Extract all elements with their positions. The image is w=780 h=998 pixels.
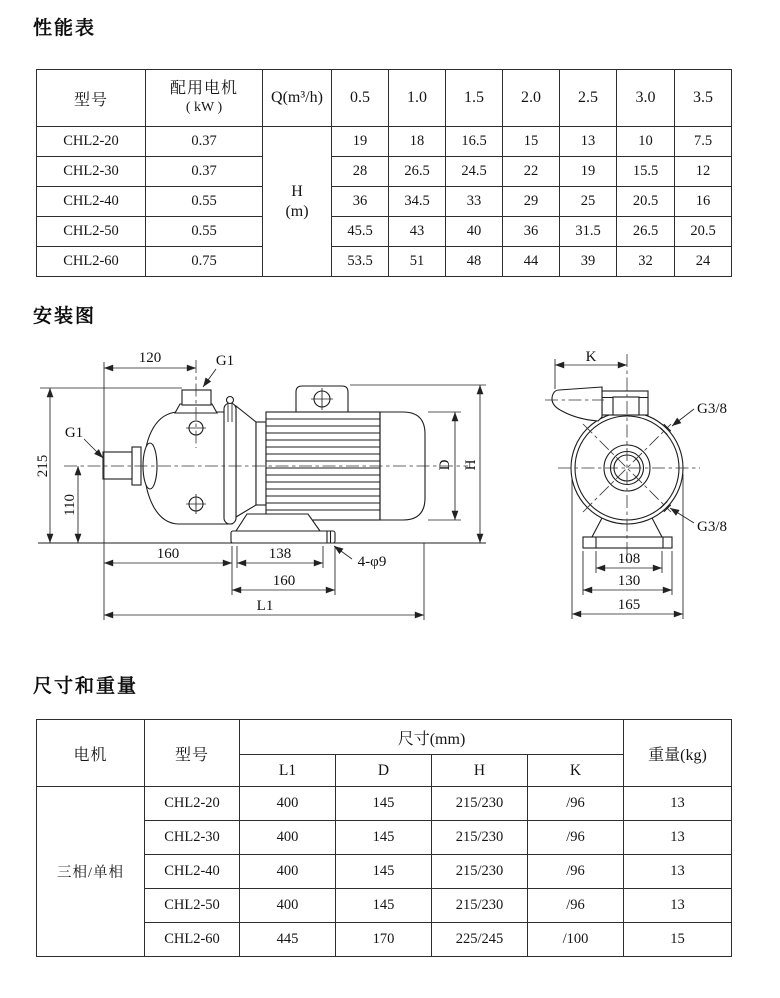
performance-section-title: 性能表 xyxy=(33,18,97,39)
dim-label-110: 110 xyxy=(62,494,78,516)
header-flow: Q(m³/h) xyxy=(263,70,332,127)
header-flow-value: 1.0 xyxy=(389,70,446,127)
value-cell: 53.5 xyxy=(332,247,389,277)
table-row xyxy=(37,247,732,277)
value-cell: 18 xyxy=(389,127,446,157)
plug-label-g38-bottom: G3/8 xyxy=(697,519,727,535)
value-cell: 145 xyxy=(336,821,432,855)
model-cell: CHL2-50 xyxy=(145,889,240,923)
value-cell: 13 xyxy=(624,889,732,923)
value-cell: 16.5 xyxy=(446,127,503,157)
value-cell: 39 xyxy=(560,247,617,277)
header-model: 型号 xyxy=(37,70,146,127)
header-flow-value: 3.5 xyxy=(675,70,732,127)
value-cell: /96 xyxy=(528,821,624,855)
value-cell: 15.5 xyxy=(617,157,675,187)
value-cell: 24.5 xyxy=(446,157,503,187)
value-cell: 40 xyxy=(446,217,503,247)
value-cell: 13 xyxy=(624,787,732,821)
value-cell: 22 xyxy=(503,157,560,187)
header-motor-line2: ( kW ) xyxy=(185,100,223,116)
motor-flange xyxy=(256,422,266,505)
value-cell: /96 xyxy=(528,855,624,889)
value-cell: 10 xyxy=(617,127,675,157)
power-cell: 0.55 xyxy=(146,187,263,217)
value-cell: 400 xyxy=(240,787,336,821)
value-cell: 51 xyxy=(389,247,446,277)
value-cell: 215/230 xyxy=(432,855,528,889)
value-cell: 12 xyxy=(675,157,732,187)
head-symbol: H xyxy=(291,182,303,200)
model-cell: CHL2-60 xyxy=(145,923,240,957)
pump-foot xyxy=(236,514,320,531)
value-cell: 34.5 xyxy=(389,187,446,217)
installation-section-title: 安装图 xyxy=(33,306,97,327)
table-row xyxy=(37,787,732,821)
port-label-g1-left: G1 xyxy=(64,425,84,441)
header-model: 型号 xyxy=(145,720,240,787)
installation-diagram xyxy=(0,340,780,640)
clamp-band xyxy=(224,403,236,524)
leg-left xyxy=(592,518,602,537)
header-d: D xyxy=(336,755,432,787)
base-plate xyxy=(231,531,335,543)
dim-label-h: H xyxy=(463,459,479,471)
header-h: H xyxy=(432,755,528,787)
value-cell: 13 xyxy=(624,855,732,889)
value-cell: 15 xyxy=(624,923,732,957)
pump-front-view xyxy=(545,349,727,619)
value-cell: 44 xyxy=(503,247,560,277)
leg-right xyxy=(652,518,662,537)
performance-table xyxy=(36,69,732,277)
dim-label-130: 130 xyxy=(617,573,641,589)
value-cell: 400 xyxy=(240,855,336,889)
value-cell: 36 xyxy=(332,187,389,217)
value-cell: 43 xyxy=(389,217,446,247)
plug-label-g38-top: G3/8 xyxy=(697,401,727,417)
fill-plug xyxy=(613,397,639,415)
power-cell: 0.55 xyxy=(146,217,263,247)
value-cell: 25 xyxy=(560,187,617,217)
value-cell: 145 xyxy=(336,787,432,821)
value-cell: /96 xyxy=(528,889,624,923)
head-unit: (m) xyxy=(285,202,309,220)
value-cell: 400 xyxy=(240,821,336,855)
table-row xyxy=(37,217,732,247)
header-flow-value: 0.5 xyxy=(332,70,389,127)
value-cell: /100 xyxy=(528,923,624,957)
dim-label-165: 165 xyxy=(617,597,641,613)
header-flow-value: 1.5 xyxy=(446,70,503,127)
value-cell: 31.5 xyxy=(560,217,617,247)
table-row xyxy=(37,127,732,157)
table-row xyxy=(37,187,732,217)
discharge-port xyxy=(182,390,211,405)
header-flow-value: 3.0 xyxy=(617,70,675,127)
value-cell: 215/230 xyxy=(432,821,528,855)
value-cell: 29 xyxy=(503,187,560,217)
value-cell: 45.5 xyxy=(332,217,389,247)
header-motor-power xyxy=(146,70,263,127)
model-cell: CHL2-20 xyxy=(145,787,240,821)
value-cell: 48 xyxy=(446,247,503,277)
model-cell: CHL2-30 xyxy=(145,821,240,855)
pump-side-view xyxy=(35,350,486,620)
dimensions-table xyxy=(36,719,732,957)
dim-label-k: K xyxy=(585,349,597,365)
model-cell: CHL2-40 xyxy=(145,855,240,889)
port-label-g1-top: G1 xyxy=(215,353,235,369)
value-cell: 24 xyxy=(675,247,732,277)
power-cell: 0.37 xyxy=(146,157,263,187)
value-cell: 15 xyxy=(503,127,560,157)
model-cell: CHL2-40 xyxy=(37,187,146,217)
value-cell: 13 xyxy=(560,127,617,157)
barrel-cone xyxy=(236,406,256,517)
value-cell: 19 xyxy=(332,127,389,157)
dim-label-160-base: 160 xyxy=(272,573,296,589)
value-cell: 36 xyxy=(503,217,560,247)
model-cell: CHL2-20 xyxy=(37,127,146,157)
header-motor: 电机 xyxy=(37,720,145,787)
dim-label-138: 138 xyxy=(268,546,292,562)
model-cell: CHL2-30 xyxy=(37,157,146,187)
value-cell: 225/245 xyxy=(432,923,528,957)
value-cell: 26.5 xyxy=(389,157,446,187)
value-cell: 19 xyxy=(560,157,617,187)
value-cell: 7.5 xyxy=(675,127,732,157)
head-unit-cell xyxy=(263,127,332,277)
value-cell: 215/230 xyxy=(432,889,528,923)
discharge-spout xyxy=(552,387,602,421)
header-size: 尺寸(mm) xyxy=(240,720,624,755)
value-cell: 32 xyxy=(617,247,675,277)
value-cell: 170 xyxy=(336,923,432,957)
value-cell: 20.5 xyxy=(617,187,675,217)
value-cell: /96 xyxy=(528,787,624,821)
value-cell: 16 xyxy=(675,187,732,217)
suction-port xyxy=(103,452,132,479)
dim-label-d: D xyxy=(437,459,453,471)
value-cell: 145 xyxy=(336,855,432,889)
header-k: K xyxy=(528,755,624,787)
value-cell: 400 xyxy=(240,889,336,923)
dim-label-215: 215 xyxy=(35,454,51,478)
header-l1: L1 xyxy=(240,755,336,787)
header-weight: 重量(kg) xyxy=(624,720,732,787)
clamp-bolt xyxy=(227,397,234,404)
dim-label-l1: L1 xyxy=(256,598,274,614)
value-cell: 26.5 xyxy=(617,217,675,247)
dim-label-108: 108 xyxy=(617,551,641,567)
performance-header-row xyxy=(37,70,732,127)
header-flow-value: 2.5 xyxy=(560,70,617,127)
value-cell: 28 xyxy=(332,157,389,187)
model-cell: CHL2-50 xyxy=(37,217,146,247)
power-cell: 0.37 xyxy=(146,127,263,157)
header-flow-value: 2.0 xyxy=(503,70,560,127)
holes-label: 4-φ9 xyxy=(357,554,387,570)
value-cell: 13 xyxy=(624,821,732,855)
value-cell: 215/230 xyxy=(432,787,528,821)
dim-label-160: 160 xyxy=(156,546,180,562)
value-cell: 145 xyxy=(336,889,432,923)
value-cell: 33 xyxy=(446,187,503,217)
dimensions-header-row xyxy=(37,720,732,755)
model-cell: CHL2-60 xyxy=(37,247,146,277)
power-cell: 0.75 xyxy=(146,247,263,277)
table-row xyxy=(37,157,732,187)
header-motor-line1: 配用电机 xyxy=(169,80,238,98)
motor-type-cell: 三相/单相 xyxy=(37,787,145,957)
value-cell: 445 xyxy=(240,923,336,957)
value-cell: 20.5 xyxy=(675,217,732,247)
dim-label-120: 120 xyxy=(138,350,162,366)
dimensions-section-title: 尺寸和重量 xyxy=(33,676,139,697)
